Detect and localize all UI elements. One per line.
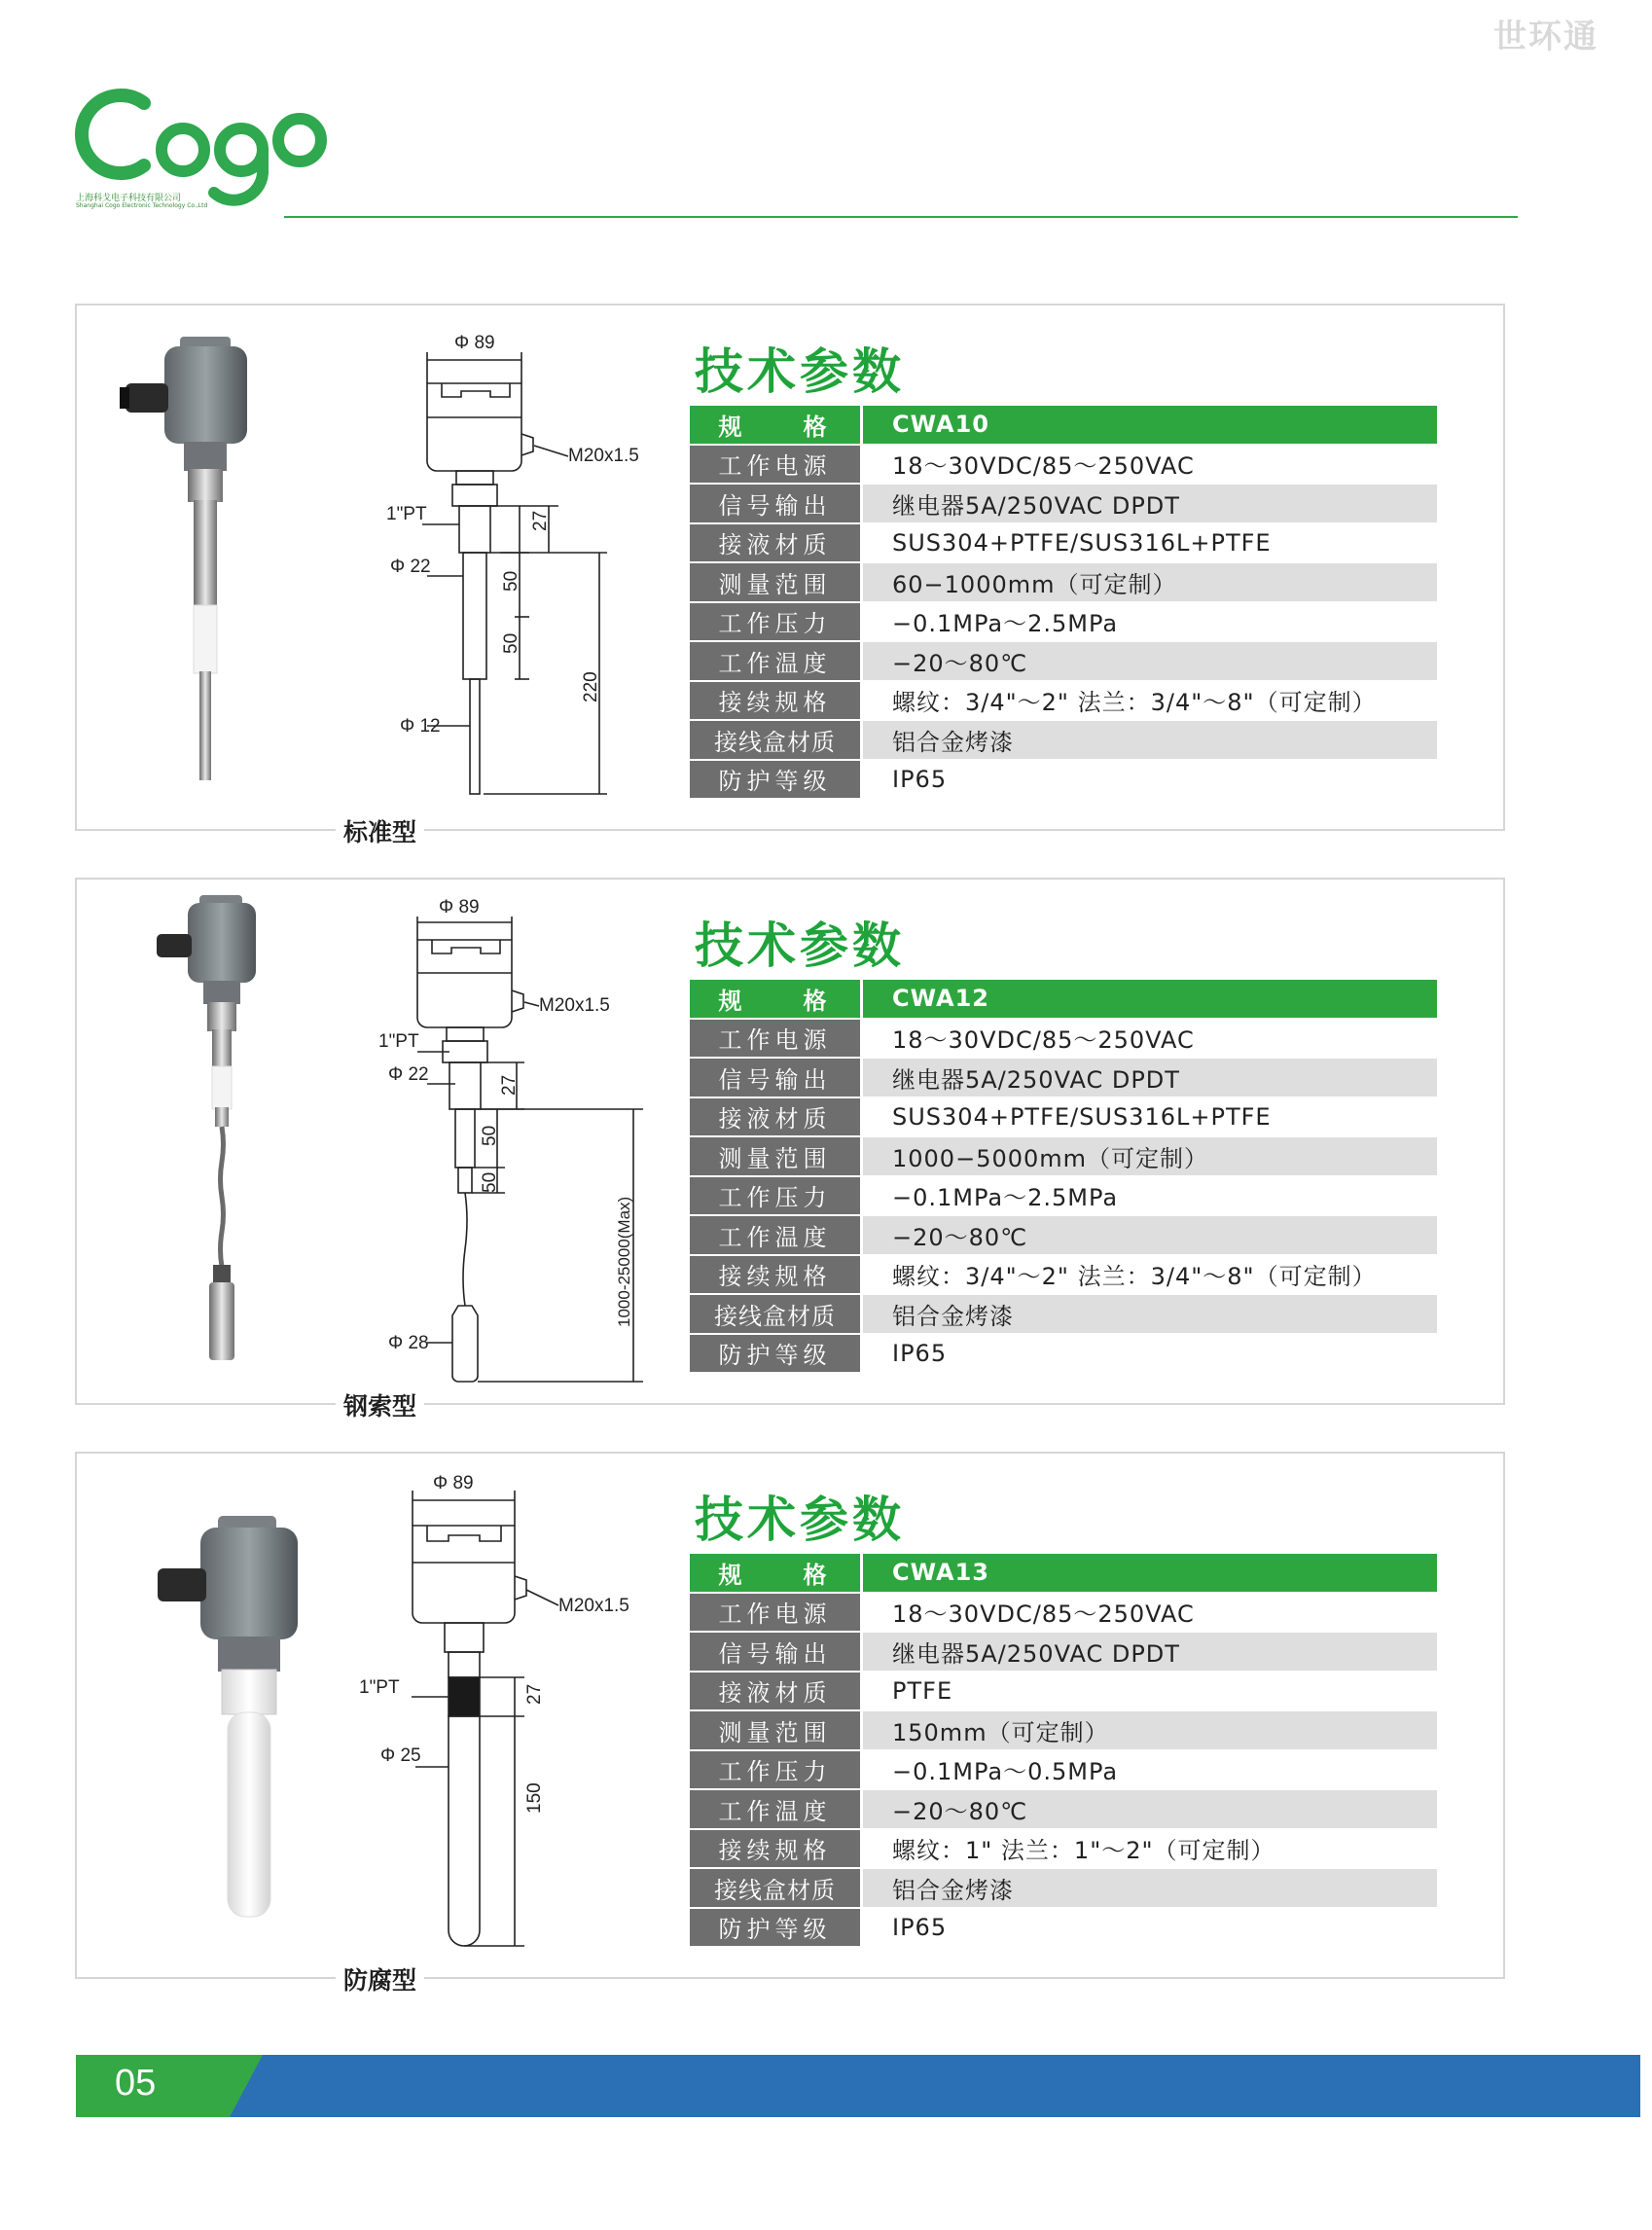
company-name-cn: 上海科戈电子科技有限公司	[76, 194, 182, 203]
dimension-drawing-anticorrosion	[359, 1473, 729, 1960]
spec-row: 工作电源 18～30VDC/85～250VAC	[690, 1594, 1437, 1634]
dimension-drawing-cable	[378, 899, 709, 1395]
dim-diameter: Φ 89	[454, 333, 495, 353]
dim-l1: 27	[499, 1074, 520, 1096]
spec-table	[690, 980, 1437, 1374]
dim-d1: Φ 22	[390, 557, 431, 577]
spec-row: 信号输出 继电器5A/250VAC DPDT	[690, 485, 1437, 524]
spec-row: 防护等级 IP65	[690, 761, 1437, 801]
product-panel-cwa12	[75, 878, 1505, 1421]
spec-row: 工作温度 −20～80℃	[690, 1216, 1437, 1256]
dim-d2: Φ 12	[400, 716, 441, 737]
section-title: 技术参数	[695, 342, 905, 400]
dim-diameter: Φ 89	[439, 899, 480, 917]
spec-row: 接线盒材质 铝合金烤漆	[690, 1295, 1437, 1335]
dim-thread: M20x1.5	[568, 446, 639, 466]
sensor-photo-anticorrosion	[121, 1512, 335, 1930]
dim-l4: 150	[524, 1782, 545, 1814]
spec-row: 工作温度 −20～80℃	[690, 1790, 1437, 1830]
dim-diameter: Φ 89	[433, 1473, 474, 1493]
dim-d2: Φ 28	[388, 1333, 429, 1353]
spec-row: 工作温度 −20～80℃	[690, 642, 1437, 682]
dim-l3: 50	[501, 632, 521, 654]
dim-pt: 1"PT	[359, 1677, 400, 1698]
header-divider	[284, 216, 1518, 218]
dim-l2: 50	[501, 570, 521, 592]
panel-label: 防腐型	[336, 1961, 424, 1996]
spec-row: 工作电源 18～30VDC/85～250VAC	[690, 446, 1437, 486]
dim-l1: 27	[524, 1683, 545, 1705]
dim-d1: Φ 25	[380, 1745, 421, 1766]
spec-row: 防护等级 IP65	[690, 1909, 1437, 1949]
spec-table	[690, 1554, 1437, 1948]
page-number: 05	[115, 2063, 157, 2104]
spec-row: 接液材质 PTFE	[690, 1672, 1437, 1712]
dim-thread: M20x1.5	[558, 1596, 629, 1616]
dim-l4: 1000-25000(Max)	[615, 1196, 633, 1327]
dim-l4: 220	[581, 671, 601, 702]
dim-pt: 1"PT	[378, 1031, 419, 1052]
panel-label: 钢索型	[336, 1387, 424, 1422]
spec-row: 工作压力 −0.1MPa～2.5MPa	[690, 1177, 1437, 1217]
spec-row: 测量范围 150mm（可定制）	[690, 1711, 1437, 1751]
spec-row: 接线盒材质 铝合金烤漆	[690, 721, 1437, 761]
sensor-photo-cable	[145, 891, 281, 1378]
watermark: 世环通	[1493, 18, 1598, 56]
company-logo	[68, 76, 331, 222]
company-name-en: Shanghai Cogo Electronic Technology Co.,Ltd	[76, 202, 208, 209]
spec-row: 测量范围 1000−5000mm（可定制）	[690, 1137, 1437, 1177]
spec-row: 工作压力 −0.1MPa～0.5MPa	[690, 1751, 1437, 1791]
spec-row: 工作电源 18～30VDC/85～250VAC	[690, 1020, 1437, 1060]
dim-d1: Φ 22	[388, 1064, 429, 1085]
spec-row: 信号输出 继电器5A/250VAC DPDT	[690, 1059, 1437, 1098]
dim-l2: 50	[480, 1125, 500, 1146]
spec-row: 接续规格 螺纹：3/4"～2" 法兰：3/4"～8"（可定制）	[690, 1256, 1437, 1296]
dim-pt: 1"PT	[386, 504, 427, 524]
panel-label: 标准型	[336, 813, 424, 848]
dim-l1: 27	[530, 510, 551, 531]
spec-row: 工作压力 −0.1MPa～2.5MPa	[690, 603, 1437, 643]
spec-row: 信号输出 继电器5A/250VAC DPDT	[690, 1633, 1437, 1672]
spec-row: 防护等级 IP65	[690, 1335, 1437, 1375]
section-title: 技术参数	[695, 917, 905, 974]
spec-row: 接液材质 SUS304+PTFE/SUS316L+PTFE	[690, 524, 1437, 564]
sensor-photo-standard	[116, 333, 291, 800]
spec-table	[690, 406, 1437, 800]
product-panel-cwa13	[75, 1452, 1505, 1995]
dim-thread: M20x1.5	[539, 995, 610, 1016]
spec-row: 接线盒材质 铝合金烤漆	[690, 1869, 1437, 1909]
spec-row: 接液材质 SUS304+PTFE/SUS316L+PTFE	[690, 1098, 1437, 1138]
dimension-drawing-standard	[369, 325, 738, 811]
spec-row: 规 格 CWA12	[690, 980, 1437, 1020]
dim-l3: 50	[480, 1171, 500, 1193]
spec-row: 测量范围 60−1000mm（可定制）	[690, 563, 1437, 603]
spec-row: 规 格 CWA10	[690, 406, 1437, 446]
footer-bar	[187, 2055, 1640, 2117]
product-panel-cwa10	[75, 304, 1505, 846]
spec-row: 接续规格 螺纹：1" 法兰：1"～2"（可定制）	[690, 1830, 1437, 1870]
section-title: 技术参数	[695, 1491, 905, 1548]
spec-row: 规 格 CWA13	[690, 1554, 1437, 1594]
spec-row: 接续规格 螺纹：3/4"～2" 法兰：3/4"～8"（可定制）	[690, 682, 1437, 722]
